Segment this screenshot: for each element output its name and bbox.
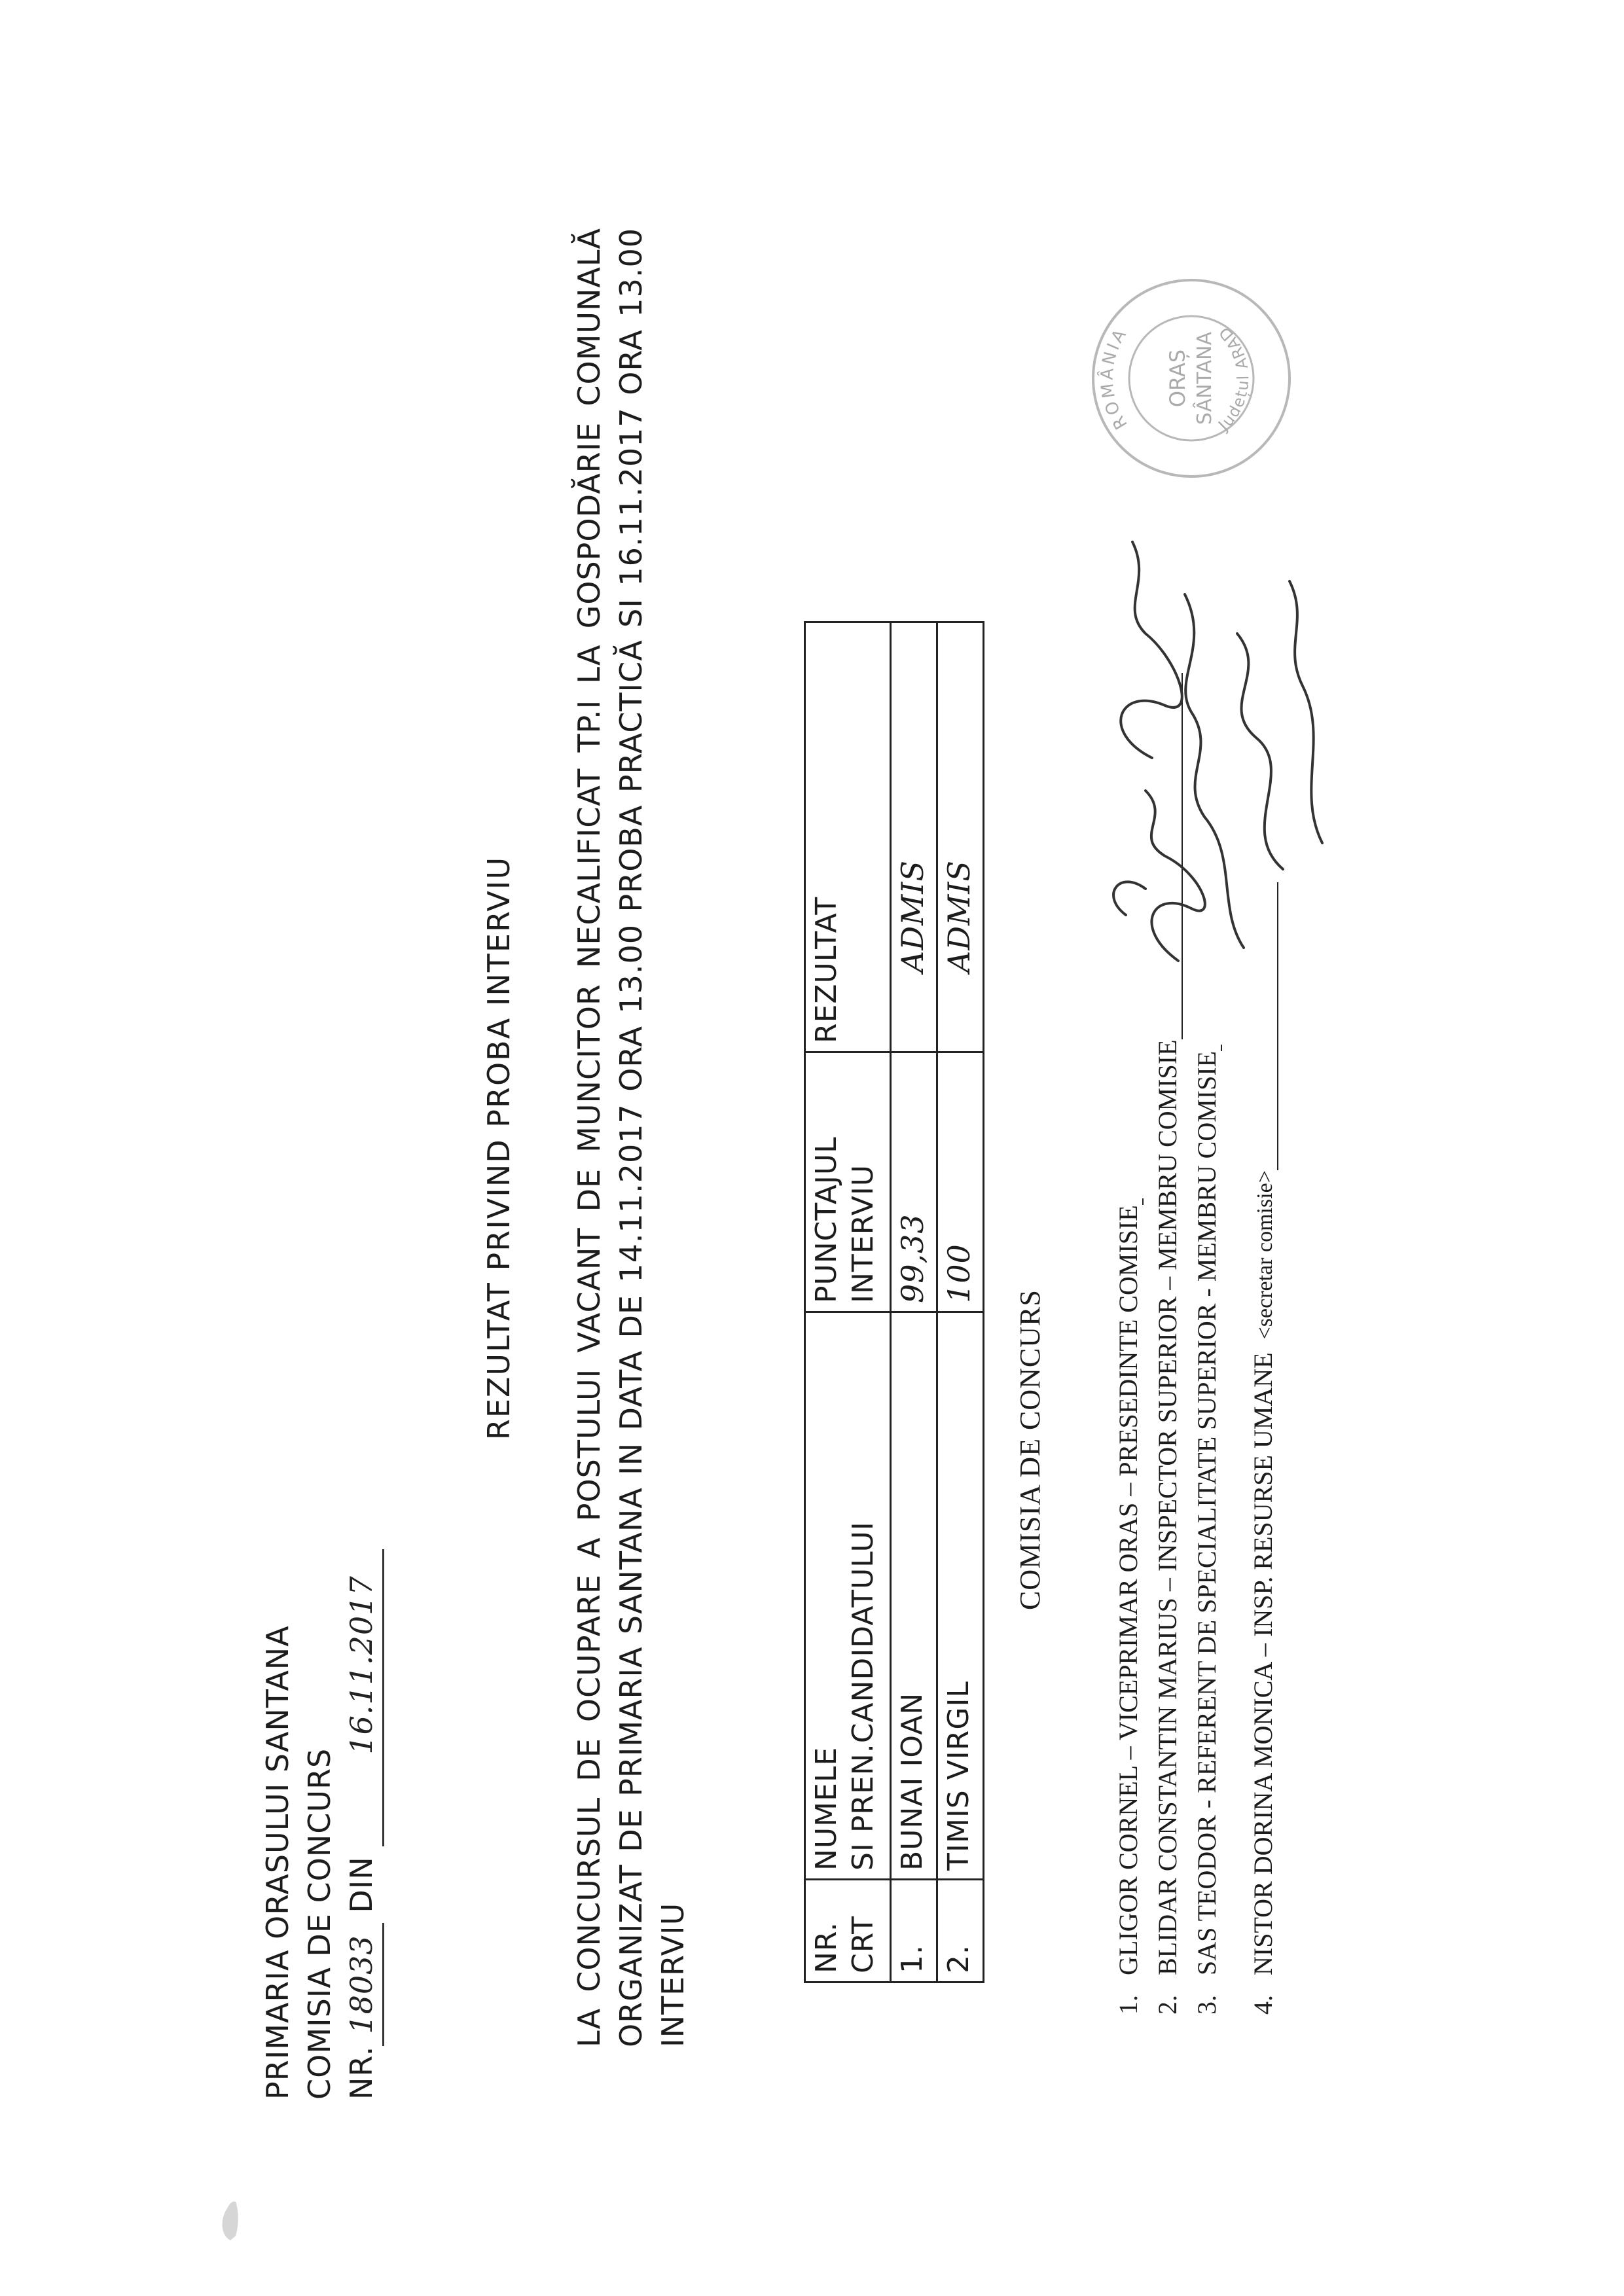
commission-name: COMISIA DE CONCURS [302, 1748, 337, 2100]
secretary-note: <secretar comisie> [1253, 1170, 1277, 1340]
intro-paragraph: LA CONCURSUL DE OCUPARE A POSTULUI VACANT DE MUNCITOR NECALIFICAT TP.I LA GOSPODĂRIE COMUNALĂ ORGANIZAT DE PRIMARIA SANTANA IN DATA DE 14.11.2017 ORA 13.00 PROBA PRACTICĂ SI 16.11.2017 ORA 13.00 INTERVIU [571, 228, 691, 2047]
member-item: 4.NISTOR DORINA MONICA – INSP. RESURSE UMANE <secretar comisie> [1248, 882, 1278, 2015]
cell-nr: 1. [891, 1880, 937, 1982]
cell-result: ADMIS [937, 622, 984, 1052]
committee-title: COMISIA DE CONCURS [1014, 1289, 1046, 1610]
member-item: 3.SAS TEODOR - REFERENT DE SPECIALITATE SUPERIOR - MEMBRU COMISIE [1191, 1045, 1222, 2015]
registration-number: 18033 [340, 1923, 384, 2045]
ink-smudge [216, 2198, 242, 2244]
svg-text:SÂNTANA: SÂNTANA [1193, 331, 1216, 425]
header-name: NUMELE SI PREN.CANDIDATULUI [805, 1312, 891, 1880]
document-title: REZULTAT PRIVIND PROBA INTERVIU [481, 855, 516, 1441]
cell-result: ADMIS [891, 622, 937, 1052]
header-score: PUNCTAJUL INTERVIU [805, 1052, 891, 1312]
member-item: 1.GLIGOR CORNEL – VICEPRIMAR ORAS – PRESEDINTE COMISIE [1113, 1198, 1144, 2015]
svg-text:ROMÂNIA: ROMÂNIA [1097, 323, 1132, 433]
svg-text:Județul ARAD: Județul ARAD [1214, 322, 1253, 435]
registration-line [340, 1549, 384, 2100]
cell-name: BUNAI IOAN [891, 1312, 937, 1880]
cell-name: TIMIS VIRGIL [937, 1312, 984, 1880]
handwritten-signatures [1021, 398, 1348, 987]
din-label: DIN [344, 1856, 379, 1913]
cell-nr: 2. [937, 1880, 984, 1982]
institution-name: PRIMARIA ORASULUI SANTANA [260, 1625, 295, 2100]
table-header-row [805, 622, 891, 1982]
member-item: 2.BLIDAR CONSTANTIN MARIUS – INSPECTOR SUPERIOR – MEMBRU COMISIE [1152, 673, 1183, 2015]
cell-score: 99,33 [891, 1052, 937, 1312]
table-row [937, 622, 984, 1982]
cell-score: 100 [937, 1052, 984, 1312]
table-row [891, 622, 937, 1982]
nr-prefix: NR. [344, 2045, 379, 2100]
header-result: REZULTAT [805, 622, 891, 1052]
official-seal [1087, 274, 1296, 483]
registration-date: 16.11.2017 [340, 1549, 384, 1846]
results-table [804, 621, 984, 1983]
header-nr: NR. CRT [805, 1880, 891, 1982]
document-header [257, 1549, 384, 2100]
svg-text:ORAȘ: ORAȘ [1165, 349, 1190, 408]
